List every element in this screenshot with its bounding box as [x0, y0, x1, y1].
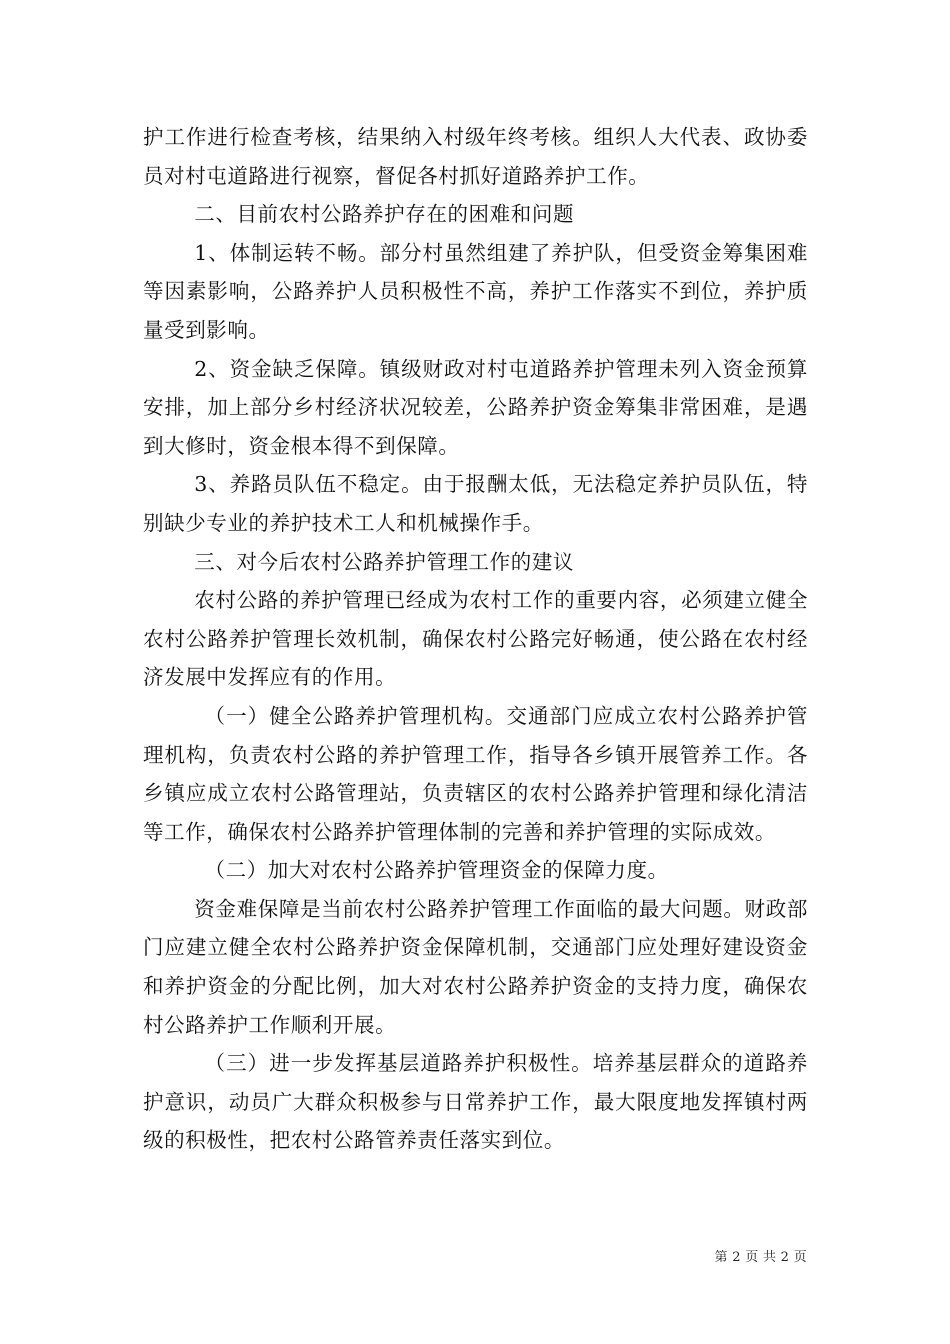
paragraph-item-2: 2、资金缺乏保障。镇级财政对村屯道路养护管理未列入资金预算安排，加上部分乡村经济状况较差，公路养护资金筹集非常困难，是遇到大修时，资金根本得不到保障。 — [143, 356, 808, 458]
section-heading-2: 二、目前农村公路养护存在的困难和问题 — [194, 202, 575, 227]
paragraph-suggestion-2: 资金难保障是当前农村公路养护管理工作面临的最大问题。财政部门应建立健全农村公路养护资金保障机制，交通部门应处理好建设资金和养护资金的分配比例，加大对农村公路养护资金的支持力度，确保农村公路养护工作顺利开展。 — [143, 896, 808, 1037]
paragraph-suggestion-3: （三）进一步发挥基层道路养护积极性。培养基层群众的道路养护意识，动员广大群众积极参与日常养护工作，最大限度地发挥镇村两级的积极性，把农村公路管养责任落实到位。 — [143, 1051, 808, 1153]
paragraph-item-1: 1、体制运转不畅。部分村虽然组建了养护队，但受资金筹集困难等因素影响，公路养护人员积极性不高，养护工作落实不到位，养护质量受到影响。 — [143, 240, 808, 342]
section-heading-3: 三、对今后农村公路养护管理工作的建议 — [194, 549, 575, 574]
paragraph-item-3: 3、养路员队伍不稳定。由于报酬太低，无法稳定养护员队伍，特别缺少专业的养护技术工人和机械操作手。 — [143, 472, 808, 535]
page-number: 第 2 页 共 2 页 — [714, 1250, 807, 1265]
document-body — [143, 118, 808, 1160]
paragraph-suggestion-2-heading: （二）加大对农村公路养护管理资金的保障力度。 — [204, 858, 669, 883]
paragraph-suggestion-1: （一）健全公路养护管理机构。交通部门应成立农村公路养护管理机构，负责农村公路的养护管理工作，指导各乡镇开展管养工作。各乡镇应成立农村公路管理站，负责辖区的农村公路养护管理和绿化清洁等工作，确保农村公路养护管理体制的完善和养护管理的实际成效。 — [143, 703, 808, 844]
paragraph-continuation: 护工作进行检查考核，结果纳入村级年终考核。组织人大代表、政协委员对村屯道路进行视察，督促各村抓好道路养护工作。 — [143, 125, 808, 188]
paragraph-intro: 农村公路的养护管理已经成为农村工作的重要内容，必须建立健全农村公路养护管理长效机制，确保农村公路完好畅通，使公路在农村经济发展中发挥应有的作用。 — [143, 588, 808, 690]
